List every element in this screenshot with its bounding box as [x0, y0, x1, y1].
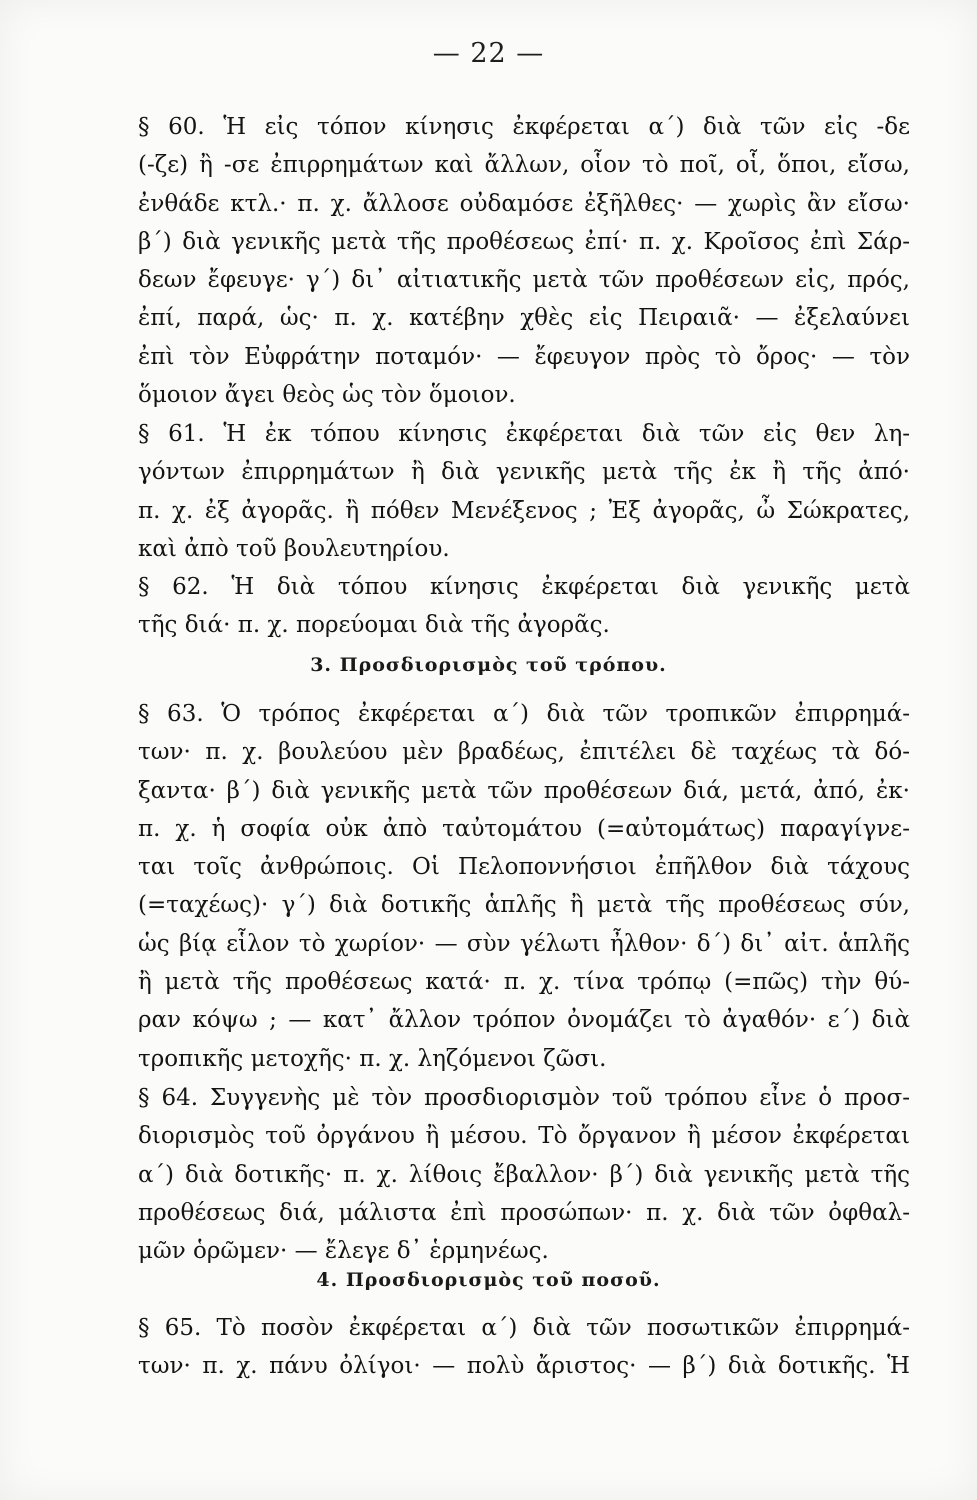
- paragraph-63: [138, 695, 910, 1078]
- text-line: β΄) διὰ γενικῆς μετὰ τῆς προθέσεως ἐπί· π. χ. Κροῖσος ἐπὶ Σάρ-: [138, 228, 910, 255]
- text-line: § 64. Συγγενὴς μὲ τὸν προσδιορισμὸν τοῦ τρόπου εἶνε ὁ προσ-: [138, 1085, 910, 1111]
- text-line: τροπικῆς μετοχῆς· π. χ. ληζόμενοι ζῶσι.: [138, 1045, 607, 1072]
- text-line: (=ταχέως)· γ΄) διὰ δοτικῆς ἁπλῆς ἢ μετὰ τῆς προθέσεως σύν,: [138, 892, 910, 919]
- text-line: γόντων ἐπιρρημάτων ἢ διὰ γενικῆς μετὰ τῆς ἐκ ἢ τῆς ἀπό·: [138, 459, 910, 486]
- text-line: ὅμοιον ἄγει θεὸς ὡς τὸν ὅμοιον.: [138, 382, 516, 409]
- text-line: ραν κόψω ; — κατ᾽ ἄλλον τρόπον ὀνομάζει τὸ ἀγαθόν· ε΄) διὰ: [138, 1007, 910, 1034]
- text-line: ἐπὶ τὸν Εὐφράτην ποταμόν· — ἔφευγον πρὸς τὸ ὄρος· — τὸν: [138, 343, 910, 370]
- text-line: ἐνθάδε κτλ.· π. χ. ἄλλοσε οὐδαμόσε ἐξῆλθες· — χωρὶς ἂν εἴσω·: [138, 190, 910, 217]
- text-line: (-ζε) ἢ -σε ἐπιρρημάτων καὶ ἄλλων, οἷον τὸ ποῖ, οἷ, ὅποι, εἴσω,: [138, 152, 910, 179]
- text-line: § 61. Ἡ ἐκ τόπου κίνησις ἐκφέρεται διὰ τῶν εἰς θεν λη-: [138, 421, 910, 447]
- section-heading-manner: 3. Προσδιορισμὸς τοῦ τρόπου.: [310, 654, 667, 676]
- text-line: π. χ. ἡ σοφία οὐκ ἀπὸ ταὐτομάτου (=αὐτομάτως) παραγίγνε-: [138, 815, 910, 842]
- text-line: διορισμὸς τοῦ ὀργάνου ἢ μέσου. Τὸ ὄργανον ἢ μέσον ἐκφέρεται: [138, 1123, 910, 1150]
- paragraph-61: [138, 415, 910, 568]
- text-line: καὶ ἀπὸ τοῦ βουλευτηρίου.: [138, 535, 450, 562]
- text-line: των· π. χ. πάνυ ὀλίγοι· — πολὺ ἄριστος· — β΄) διὰ δοτικῆς. Ἡ: [138, 1353, 910, 1380]
- text-line: ξαντα· β΄) διὰ γενικῆς μετὰ τῶν προθέσεων διά, μετά, ἀπό, ἐκ·: [138, 777, 910, 804]
- text-line: τῆς διά· π. χ. πορεύομαι διὰ τῆς ἀγορᾶς.: [138, 612, 610, 639]
- text-line: § 62. Ἡ διὰ τόπου κίνησις ἐκφέρεται διὰ γενικῆς μετὰ: [138, 574, 910, 600]
- text-line: δεων ἔφευγε· γ΄) δι᾽ αἰτιατικῆς μετὰ τῶν προθέσεων εἰς, πρός,: [138, 267, 910, 294]
- paragraph-64: [138, 1079, 910, 1270]
- text-line: ται τοῖς ἀνθρώποις. Οἱ Πελοποννήσιοι ἐπῆλθον διὰ τάχους: [138, 854, 910, 881]
- text-line: α΄) διὰ δοτικῆς· π. χ. λίθοις ἔβαλλον· β΄) διὰ γενικῆς μετὰ τῆς: [138, 1161, 910, 1188]
- text-line: § 63. Ὁ τρόπος ἐκφέρεται α΄) διὰ τῶν τροπικῶν ἐπιρρημά-: [138, 701, 910, 727]
- section-heading-quantity: 4. Προσδιορισμὸς τοῦ ποσοῦ.: [316, 1269, 661, 1291]
- text-line: § 60. Ἡ εἰς τόπον κίνησις ἐκφέρεται α΄) διὰ τῶν εἰς -δε: [138, 114, 910, 140]
- text-line: των· π. χ. βουλεύου μὲν βραδέως, ἐπιτέλει δὲ ταχέως τὰ δό-: [138, 739, 910, 766]
- paragraph-62: [138, 568, 910, 645]
- paragraph-65: [138, 1309, 910, 1386]
- text-line: ἐπί, παρά, ὡς· π. χ. κατέβην χθὲς εἰς Πειραιᾶ· — ἐξελαύνει: [138, 305, 910, 332]
- text-line: ἢ μετὰ τῆς προθέσεως κατά· π. χ. τίνα τρόπῳ (=πῶς) τὴν θύ-: [138, 969, 910, 996]
- page-number: — 22 —: [432, 38, 545, 69]
- text-line: § 65. Τὸ ποσὸν ἐκφέρεται α΄) διὰ τῶν ποσωτικῶν ἐπιρρημά-: [138, 1315, 910, 1341]
- paragraph-60: [138, 108, 910, 414]
- text-line: π. χ. ἐξ ἀγορᾶς. ἢ πόθεν Μενέξενος ; Ἐξ ἀγορᾶς, ὦ Σώκρατες,: [138, 497, 910, 524]
- text-line: μῶν ὁρῶμεν· — ἔλεγε δ᾽ ἑρμηνέως.: [138, 1238, 549, 1265]
- text-line: ὡς βίᾳ εἷλον τὸ χωρίον· — σὺν γέλωτι ἦλθον· δ΄) δι᾽ αἰτ. ἁπλῆς: [138, 930, 910, 957]
- text-line: προθέσεως διά, μάλιστα ἐπὶ προσώπων· π. χ. διὰ τῶν ὀφθαλ-: [138, 1199, 910, 1226]
